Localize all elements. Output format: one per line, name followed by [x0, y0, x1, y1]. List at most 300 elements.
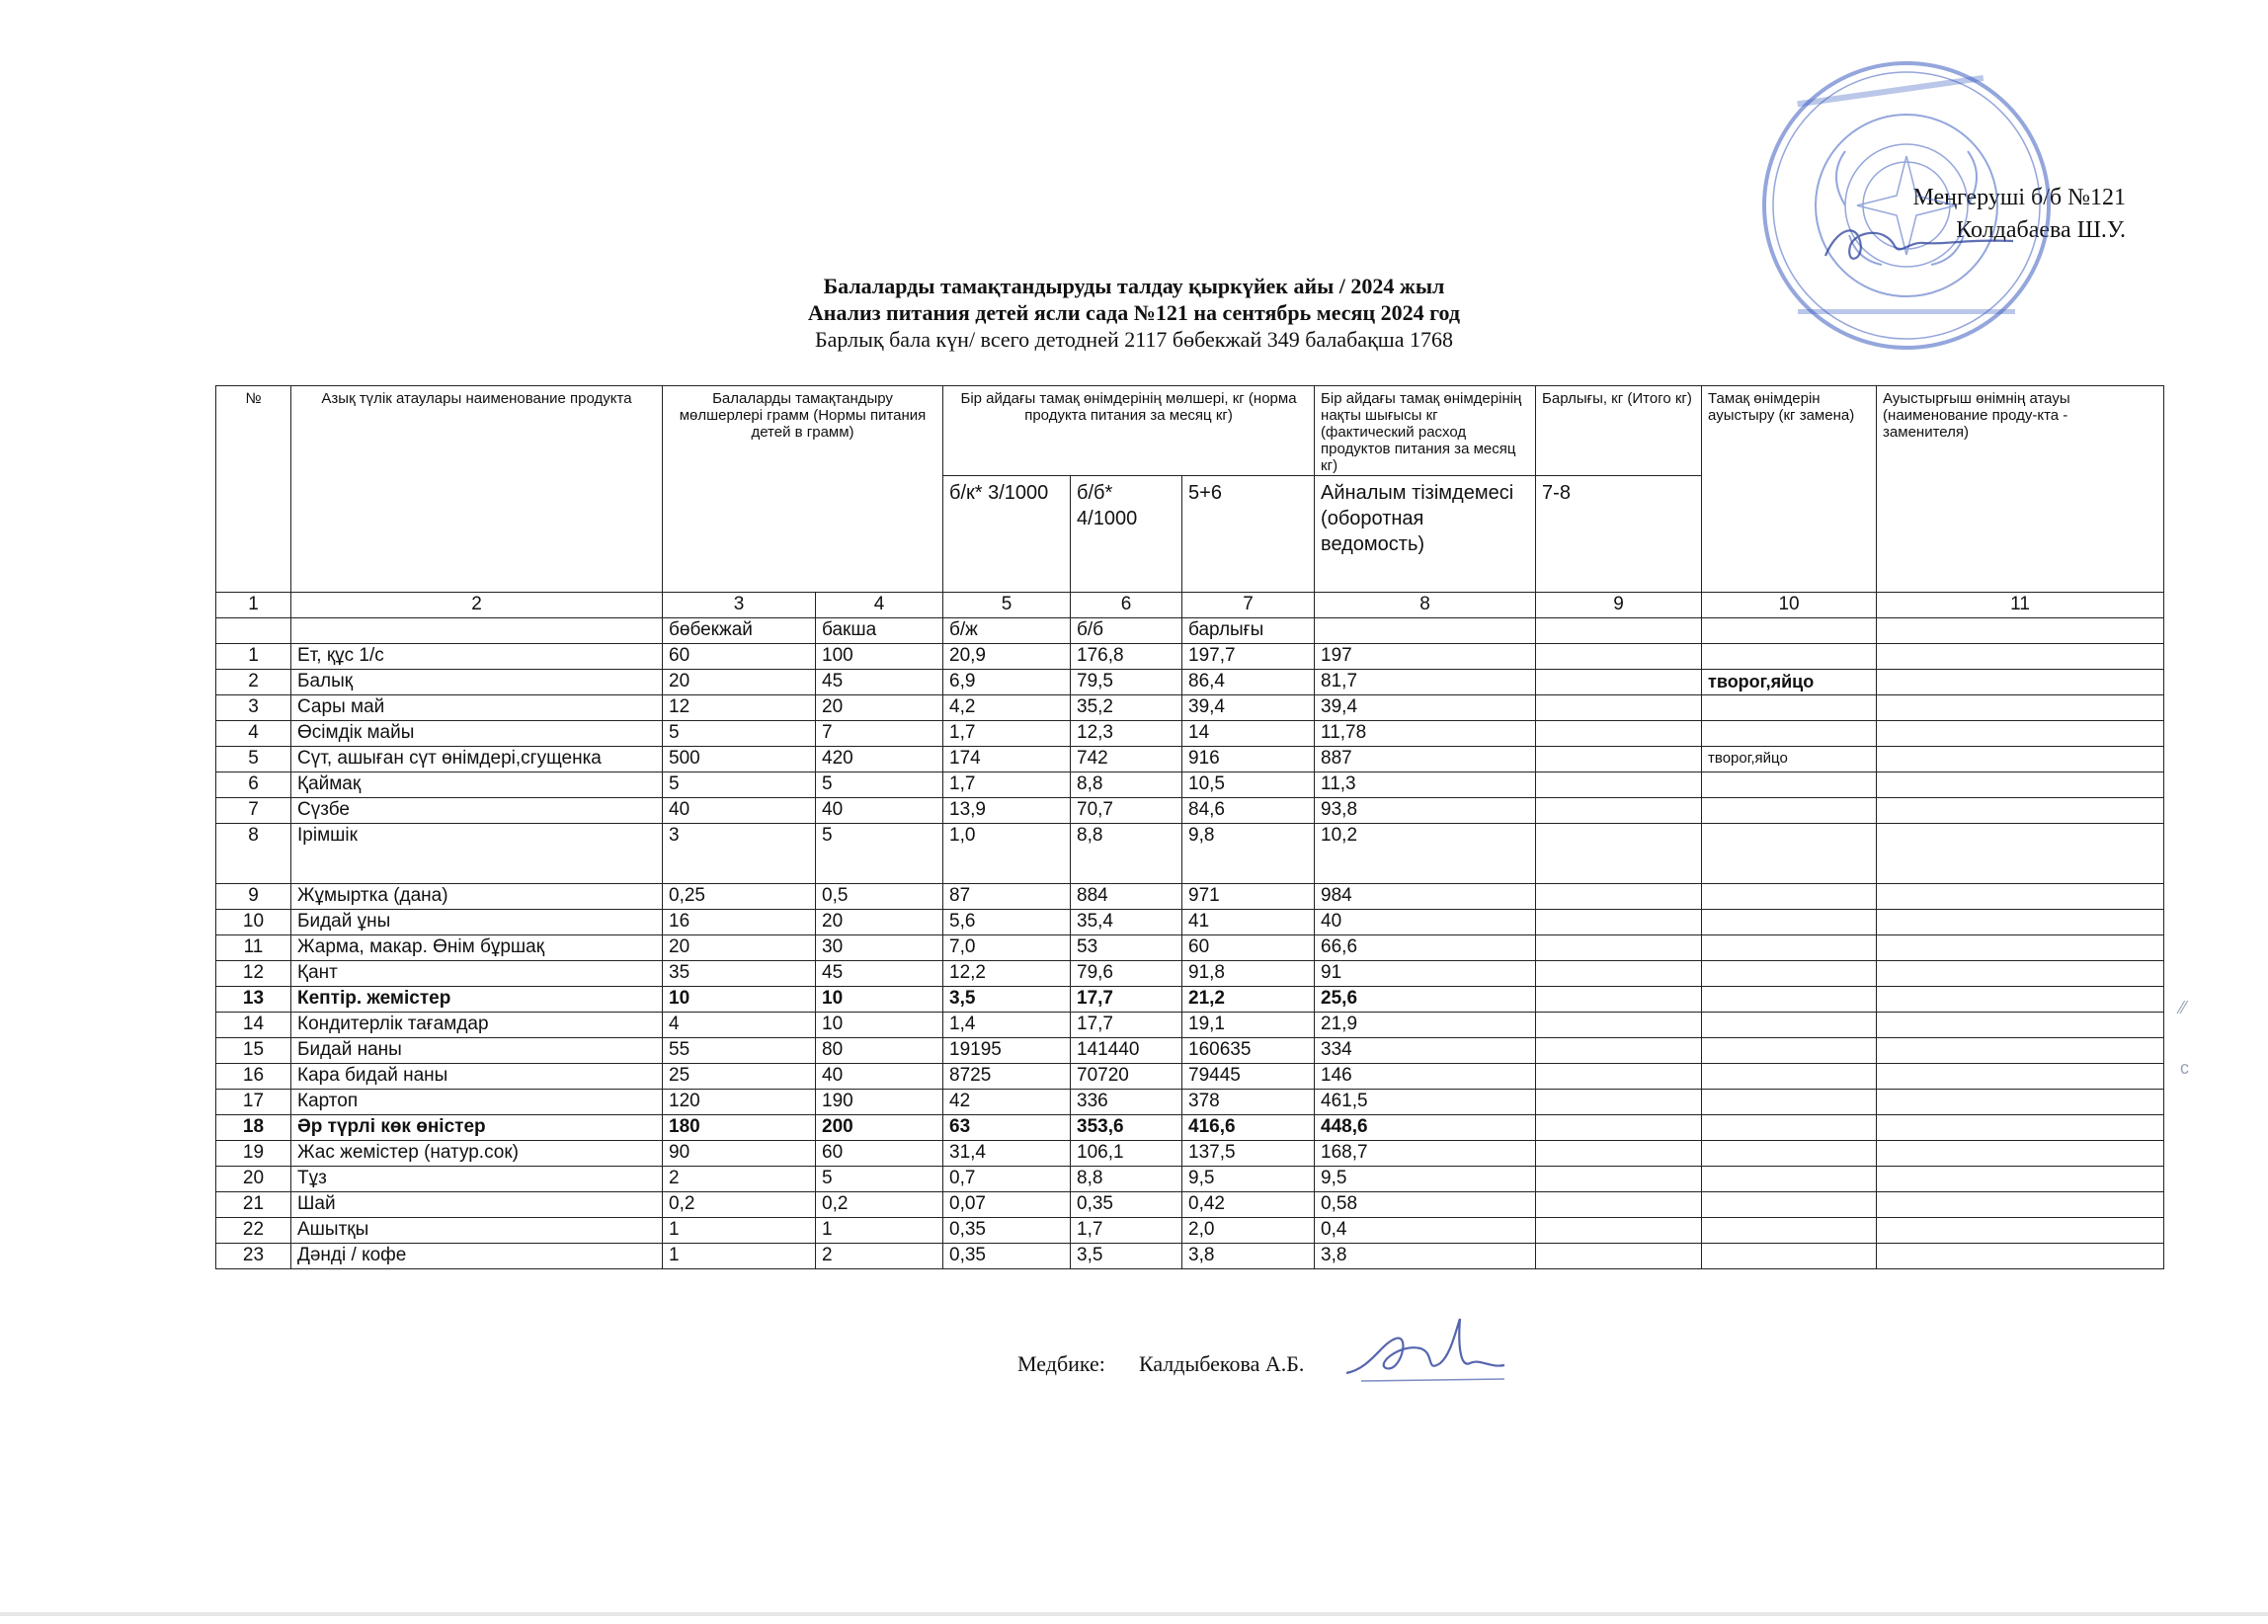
cell-c10: [1702, 721, 1877, 747]
row-number: 5: [216, 747, 291, 772]
cell-c7: 9,5: [1182, 1167, 1315, 1192]
col-number: 5: [943, 593, 1071, 618]
row-number: 13: [216, 987, 291, 1013]
product-name: Ашытқы: [291, 1218, 663, 1244]
cell-c4: 5: [816, 1167, 943, 1192]
label-bzh: б/ж: [943, 618, 1071, 644]
table-row: [216, 1218, 2164, 1244]
cell-c5: 0,7: [943, 1167, 1071, 1192]
cell-c9: [1536, 772, 1702, 798]
cell-c10: творог,яйцо: [1702, 670, 1877, 695]
table-row: [216, 1064, 2164, 1090]
product-name: Ірімшік: [291, 824, 663, 884]
cell-c10: [1702, 798, 1877, 824]
cell-c4: 60: [816, 1141, 943, 1167]
table-row: [216, 987, 2164, 1013]
cell-c9: [1536, 1218, 1702, 1244]
cell-c8: 40: [1315, 910, 1536, 935]
scan-mark-icon: ⁄⁄: [2180, 998, 2187, 1017]
cell-c10: [1702, 1090, 1877, 1115]
row-number: 6: [216, 772, 291, 798]
cell-c6: 35,2: [1071, 695, 1182, 721]
cell-c6: 106,1: [1071, 1141, 1182, 1167]
cell-c8: 66,6: [1315, 935, 1536, 961]
cell-c5: 1,7: [943, 772, 1071, 798]
cell-c10: [1702, 1064, 1877, 1090]
cell-c4: 30: [816, 935, 943, 961]
cell-c10: [1702, 1115, 1877, 1141]
cell-c6: 353,6: [1071, 1115, 1182, 1141]
cell-c5: 42: [943, 1090, 1071, 1115]
col-number: 2: [291, 593, 663, 618]
cell-c4: 45: [816, 961, 943, 987]
cell-c8: 25,6: [1315, 987, 1536, 1013]
empty-cell: [1702, 618, 1877, 644]
header-month-norm: Бір айдағы тамақ өнімдерінің мөлшері, кг (норма продукта питания за месяц кг): [943, 386, 1315, 476]
cell-c7: 21,2: [1182, 987, 1315, 1013]
row-number: 7: [216, 798, 291, 824]
row-number: 20: [216, 1167, 291, 1192]
row-number: 17: [216, 1090, 291, 1115]
product-name: Сүт, ашыған сүт өнімдері,сгущенка: [291, 747, 663, 772]
cell-c8: 81,7: [1315, 670, 1536, 695]
cell-c7: 91,8: [1182, 961, 1315, 987]
cell-c11: [1877, 1013, 2164, 1038]
cell-c9: [1536, 910, 1702, 935]
cell-c11: [1877, 1141, 2164, 1167]
product-name: Кондитерлік тағамдар: [291, 1013, 663, 1038]
cell-c10: [1702, 1167, 1877, 1192]
cell-c9: [1536, 1167, 1702, 1192]
subheader-bk: б/к* 3/1000: [943, 476, 1071, 593]
cell-c7: 137,5: [1182, 1141, 1315, 1167]
cell-c3: 25: [663, 1064, 816, 1090]
row-number: 9: [216, 884, 291, 910]
col-number: 6: [1071, 593, 1182, 618]
cell-c4: 80: [816, 1038, 943, 1064]
scan-mark-icon: ϲ: [2180, 1058, 2189, 1078]
empty-cell: [291, 618, 663, 644]
cell-c6: 17,7: [1071, 987, 1182, 1013]
cell-c11: [1877, 824, 2164, 884]
cell-c6: 79,5: [1071, 670, 1182, 695]
header-norms: Балаларды тамақтандыру мөлшерлері грамм (Нормы питания детей в грамм): [663, 386, 943, 593]
cell-c5: 13,9: [943, 798, 1071, 824]
cell-c7: 19,1: [1182, 1013, 1315, 1038]
cell-c3: 40: [663, 798, 816, 824]
cell-c6: 336: [1071, 1090, 1182, 1115]
cell-c3: 120: [663, 1090, 816, 1115]
cell-c5: 7,0: [943, 935, 1071, 961]
cell-c11: [1877, 1115, 2164, 1141]
approval-person: Колдабаева Ш.У.: [1956, 217, 2126, 243]
cell-c4: 40: [816, 1064, 943, 1090]
col-number: 1: [216, 593, 291, 618]
cell-c10: [1702, 884, 1877, 910]
product-name: Балық: [291, 670, 663, 695]
table-row: [216, 1167, 2164, 1192]
cell-c9: [1536, 721, 1702, 747]
row-number: 4: [216, 721, 291, 747]
cell-c3: 4: [663, 1013, 816, 1038]
label-kindergarten: бакша: [816, 618, 943, 644]
cell-c3: 20: [663, 935, 816, 961]
cell-c10: [1702, 1013, 1877, 1038]
cell-c8: 3,8: [1315, 1244, 1536, 1269]
row-number: 1: [216, 644, 291, 670]
table-header-row: [216, 386, 2164, 476]
table-row: [216, 644, 2164, 670]
product-name: Қаймақ: [291, 772, 663, 798]
cell-c11: [1877, 961, 2164, 987]
subheader-sum: 5+6: [1182, 476, 1315, 593]
cell-c4: 10: [816, 987, 943, 1013]
row-number: 23: [216, 1244, 291, 1269]
cell-c3: 16: [663, 910, 816, 935]
cell-c3: 10: [663, 987, 816, 1013]
cell-c7: 10,5: [1182, 772, 1315, 798]
table-row: [216, 961, 2164, 987]
cell-c7: 84,6: [1182, 798, 1315, 824]
cell-c9: [1536, 987, 1702, 1013]
cell-c4: 20: [816, 695, 943, 721]
cell-c5: 1,0: [943, 824, 1071, 884]
cell-c8: 334: [1315, 1038, 1536, 1064]
cell-c3: 5: [663, 772, 816, 798]
cell-c9: [1536, 961, 1702, 987]
cell-c11: [1877, 772, 2164, 798]
product-rows: [216, 644, 2164, 1269]
subheader-turnover: Айналым тізімдемесі (оборотная ведомость): [1315, 476, 1536, 593]
table-row: [216, 910, 2164, 935]
cell-c9: [1536, 1244, 1702, 1269]
table-row: [216, 1141, 2164, 1167]
cell-c9: [1536, 1064, 1702, 1090]
product-name: Бидай наны: [291, 1038, 663, 1064]
cell-c4: 0,5: [816, 884, 943, 910]
cell-c11: [1877, 644, 2164, 670]
row-number: 18: [216, 1115, 291, 1141]
cell-c7: 971: [1182, 884, 1315, 910]
cell-c9: [1536, 1038, 1702, 1064]
cell-c8: 11,78: [1315, 721, 1536, 747]
cell-c3: 500: [663, 747, 816, 772]
row-number: 22: [216, 1218, 291, 1244]
table-row: [216, 1192, 2164, 1218]
cell-c5: 0,35: [943, 1244, 1071, 1269]
row-number: 15: [216, 1038, 291, 1064]
table-row: [216, 1244, 2164, 1269]
table-row: [216, 824, 2164, 884]
col-number: 3: [663, 593, 816, 618]
cell-c11: [1877, 1167, 2164, 1192]
product-name: Кара бидай наны: [291, 1064, 663, 1090]
cell-c10: [1702, 644, 1877, 670]
cell-c5: 174: [943, 747, 1071, 772]
cell-c5: 3,5: [943, 987, 1071, 1013]
cell-c11: [1877, 670, 2164, 695]
product-name: Кептір. жемістер: [291, 987, 663, 1013]
director-signature-icon: [1816, 211, 2023, 281]
cell-c11: [1877, 987, 2164, 1013]
cell-c7: 197,7: [1182, 644, 1315, 670]
subheader-total78: 7-8: [1536, 476, 1702, 593]
table-row: [216, 1013, 2164, 1038]
col-number: 10: [1702, 593, 1877, 618]
cell-c6: 17,7: [1071, 1013, 1182, 1038]
cell-c3: 90: [663, 1141, 816, 1167]
cell-c3: 180: [663, 1115, 816, 1141]
col-number: 9: [1536, 593, 1702, 618]
cell-c8: 39,4: [1315, 695, 1536, 721]
cell-c4: 45: [816, 670, 943, 695]
cell-c8: 461,5: [1315, 1090, 1536, 1115]
cell-c6: 8,8: [1071, 824, 1182, 884]
cell-c5: 63: [943, 1115, 1071, 1141]
row-number: 19: [216, 1141, 291, 1167]
product-name: Әр түрлі көк өністер: [291, 1115, 663, 1141]
cell-c10: [1702, 772, 1877, 798]
cell-c4: 5: [816, 772, 943, 798]
cell-c3: 60: [663, 644, 816, 670]
cell-c9: [1536, 695, 1702, 721]
header-total: Барлығы, кг (Итого кг): [1536, 386, 1702, 476]
cell-c10: [1702, 695, 1877, 721]
cell-c5: 0,07: [943, 1192, 1071, 1218]
cell-c9: [1536, 1013, 1702, 1038]
col-number: 8: [1315, 593, 1536, 618]
product-name: Жарма, макар. Өнім бұршақ: [291, 935, 663, 961]
child-days-summary: Барлық бала күн/ всего детодней 2117 бөбекжай 349 балабақша 1768: [815, 327, 1453, 352]
header-actual: Бір айдағы тамақ өнімдерінің нақты шығысы кг (фактический расход продуктов питания за месяц кг): [1315, 386, 1536, 476]
row-number: 12: [216, 961, 291, 987]
cell-c7: 79445: [1182, 1064, 1315, 1090]
cell-c3: 2: [663, 1167, 816, 1192]
cell-c6: 1,7: [1071, 1218, 1182, 1244]
nutrition-analysis-table: [215, 385, 2164, 1269]
cell-c4: 10: [816, 1013, 943, 1038]
cell-c9: [1536, 747, 1702, 772]
cell-c6: 53: [1071, 935, 1182, 961]
product-name: Сүзбе: [291, 798, 663, 824]
cell-c8: 0,58: [1315, 1192, 1536, 1218]
cell-c8: 10,2: [1315, 824, 1536, 884]
cell-c6: 35,4: [1071, 910, 1182, 935]
cell-c11: [1877, 910, 2164, 935]
cell-c8: 21,9: [1315, 1013, 1536, 1038]
empty-cell: [1536, 618, 1702, 644]
cell-c7: 9,8: [1182, 824, 1315, 884]
cell-c5: 19195: [943, 1038, 1071, 1064]
table-row: [216, 798, 2164, 824]
cell-c8: 91: [1315, 961, 1536, 987]
medic-role: Медбике:: [1017, 1351, 1105, 1376]
scan-marks: [2180, 998, 2189, 1118]
empty-cell: [1877, 618, 2164, 644]
label-bb: б/б: [1071, 618, 1182, 644]
cell-c4: 2: [816, 1244, 943, 1269]
cell-c10: [1702, 1038, 1877, 1064]
cell-c9: [1536, 1141, 1702, 1167]
table-row: [216, 1038, 2164, 1064]
cell-c10: творог,яйцо: [1702, 747, 1877, 772]
cell-c4: 5: [816, 824, 943, 884]
cell-c7: 916: [1182, 747, 1315, 772]
product-name: Сары май: [291, 695, 663, 721]
cell-c7: 0,42: [1182, 1192, 1315, 1218]
cell-c9: [1536, 1090, 1702, 1115]
cell-c5: 12,2: [943, 961, 1071, 987]
cell-c8: 448,6: [1315, 1115, 1536, 1141]
cell-c11: [1877, 721, 2164, 747]
cell-c5: 0,35: [943, 1218, 1071, 1244]
cell-c5: 8725: [943, 1064, 1071, 1090]
document-heading: [0, 273, 2268, 353]
table-row: [216, 695, 2164, 721]
cell-c11: [1877, 1090, 2164, 1115]
cell-c8: 11,3: [1315, 772, 1536, 798]
medic-signature-icon: [1341, 1314, 1509, 1393]
cell-c11: [1877, 798, 2164, 824]
cell-c5: 31,4: [943, 1141, 1071, 1167]
cell-c4: 190: [816, 1090, 943, 1115]
product-name: Жұмыртка (дана): [291, 884, 663, 910]
cell-c6: 8,8: [1071, 1167, 1182, 1192]
cell-c3: 5: [663, 721, 816, 747]
table-row: [216, 772, 2164, 798]
cell-c11: [1877, 884, 2164, 910]
product-name: Бидай ұны: [291, 910, 663, 935]
cell-c8: 197: [1315, 644, 1536, 670]
empty-cell: [1315, 618, 1536, 644]
cell-c10: [1702, 935, 1877, 961]
product-name: Тұз: [291, 1167, 663, 1192]
table-row: [216, 670, 2164, 695]
cell-c9: [1536, 798, 1702, 824]
cell-c4: 40: [816, 798, 943, 824]
cell-c9: [1536, 884, 1702, 910]
cell-c10: [1702, 1141, 1877, 1167]
cell-c7: 60: [1182, 935, 1315, 961]
header-number: №: [216, 386, 291, 593]
header-product: Азық түлік атаулары наименование продукта: [291, 386, 663, 593]
cell-c4: 420: [816, 747, 943, 772]
cell-c8: 168,7: [1315, 1141, 1536, 1167]
cell-c9: [1536, 1192, 1702, 1218]
table-row: [216, 1115, 2164, 1141]
cell-c10: [1702, 824, 1877, 884]
title-kazakh: Балаларды тамақтандыруды талдау қыркүйек айы / 2024 жыл: [823, 274, 1445, 298]
cell-c6: 79,6: [1071, 961, 1182, 987]
cell-c7: 3,8: [1182, 1244, 1315, 1269]
cell-c3: 1: [663, 1244, 816, 1269]
cell-c4: 7: [816, 721, 943, 747]
table-row: [216, 1090, 2164, 1115]
cell-c8: 887: [1315, 747, 1536, 772]
cell-c9: [1536, 644, 1702, 670]
cell-c9: [1536, 1115, 1702, 1141]
cell-c3: 1: [663, 1218, 816, 1244]
cell-c11: [1877, 1038, 2164, 1064]
row-number: 8: [216, 824, 291, 884]
cell-c7: 416,6: [1182, 1115, 1315, 1141]
cell-c7: 41: [1182, 910, 1315, 935]
approval-position: Меңгеруші б/б №121: [1912, 185, 2126, 210]
cell-c7: 14: [1182, 721, 1315, 747]
cell-c7: 378: [1182, 1090, 1315, 1115]
cell-c3: 20: [663, 670, 816, 695]
cell-c5: 20,9: [943, 644, 1071, 670]
cell-c4: 0,2: [816, 1192, 943, 1218]
cell-c8: 984: [1315, 884, 1536, 910]
cell-c4: 1: [816, 1218, 943, 1244]
cell-c4: 200: [816, 1115, 943, 1141]
cell-c11: [1877, 935, 2164, 961]
cell-c3: 3: [663, 824, 816, 884]
product-name: Өсімдік майы: [291, 721, 663, 747]
product-name: Картоп: [291, 1090, 663, 1115]
cell-c6: 0,35: [1071, 1192, 1182, 1218]
cell-c10: [1702, 961, 1877, 987]
table-row: [216, 884, 2164, 910]
cell-c9: [1536, 935, 1702, 961]
cell-c6: 70,7: [1071, 798, 1182, 824]
cell-c7: 160635: [1182, 1038, 1315, 1064]
cell-c8: 146: [1315, 1064, 1536, 1090]
group-labels-row: [216, 618, 2164, 644]
header-replacement: Ауыстырғыш өнімнің атауы (наименование проду-кта - заменителя): [1877, 386, 2164, 593]
cell-c6: 884: [1071, 884, 1182, 910]
cell-c6: 3,5: [1071, 1244, 1182, 1269]
cell-c9: [1536, 670, 1702, 695]
cell-c7: 39,4: [1182, 695, 1315, 721]
cell-c11: [1877, 695, 2164, 721]
cell-c6: 742: [1071, 747, 1182, 772]
product-name: Дәнді / кофе: [291, 1244, 663, 1269]
cell-c10: [1702, 987, 1877, 1013]
cell-c6: 70720: [1071, 1064, 1182, 1090]
cell-c7: 86,4: [1182, 670, 1315, 695]
cell-c5: 5,6: [943, 910, 1071, 935]
cell-c4: 20: [816, 910, 943, 935]
cell-c6: 8,8: [1071, 772, 1182, 798]
table-row: [216, 721, 2164, 747]
table-row: [216, 935, 2164, 961]
cell-c11: [1877, 1192, 2164, 1218]
title-russian: Анализ питания детей ясли сада №121 на сентябрь месяц 2024 год: [807, 300, 1461, 325]
col-number: 4: [816, 593, 943, 618]
header-exchange: Тамақ өнімдерін ауыстыру (кг замена): [1702, 386, 1877, 593]
cell-c6: 12,3: [1071, 721, 1182, 747]
cell-c8: 9,5: [1315, 1167, 1536, 1192]
label-all: барлығы: [1182, 618, 1315, 644]
row-number: 10: [216, 910, 291, 935]
cell-c10: [1702, 1244, 1877, 1269]
medic-signature-line: [1017, 1351, 1304, 1377]
cell-c5: 1,7: [943, 721, 1071, 747]
cell-c8: 93,8: [1315, 798, 1536, 824]
cell-c10: [1702, 1192, 1877, 1218]
row-number: 21: [216, 1192, 291, 1218]
cell-c5: 6,9: [943, 670, 1071, 695]
cell-c11: [1877, 1218, 2164, 1244]
column-numbers-row: [216, 593, 2164, 618]
cell-c11: [1877, 1244, 2164, 1269]
row-number: 3: [216, 695, 291, 721]
cell-c11: [1877, 747, 2164, 772]
cell-c10: [1702, 910, 1877, 935]
col-number: 7: [1182, 593, 1315, 618]
